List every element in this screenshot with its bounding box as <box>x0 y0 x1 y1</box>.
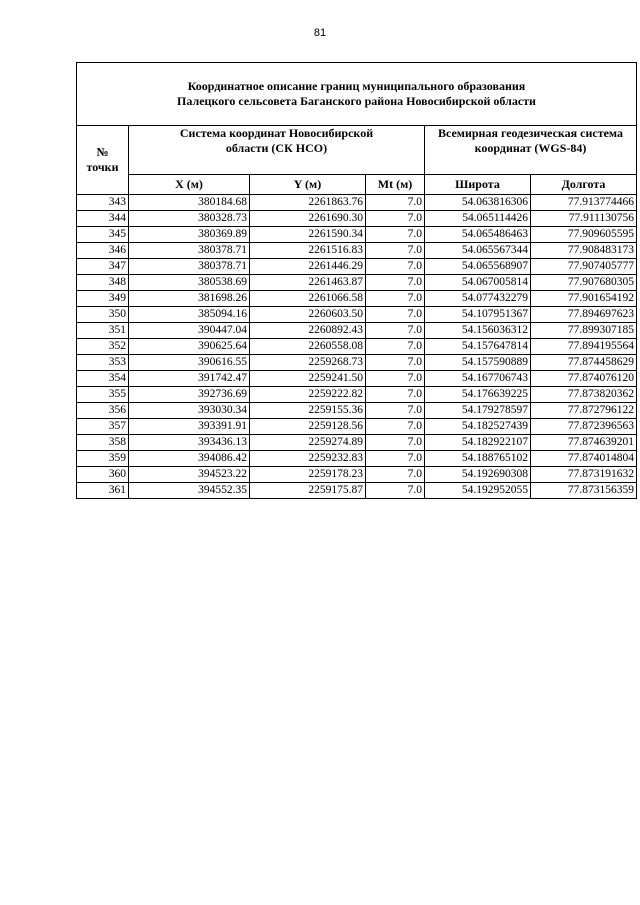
mt-cell: 7.0 <box>366 387 425 403</box>
longitude-cell: 77.913774466 <box>531 195 637 211</box>
table-row <box>77 371 637 387</box>
x-cell: 390616.55 <box>129 355 250 371</box>
x-cell: 380184.68 <box>129 195 250 211</box>
mt-cell: 7.0 <box>366 275 425 291</box>
table-row <box>77 195 637 211</box>
table-body <box>77 195 637 499</box>
latitude-cell: 54.188765102 <box>425 451 531 467</box>
y-cell: 2259178.23 <box>250 467 366 483</box>
point-number-cell: 349 <box>77 291 129 307</box>
x-cell: 394086.42 <box>129 451 250 467</box>
y-cell: 2259232.83 <box>250 451 366 467</box>
mt-cell: 7.0 <box>366 451 425 467</box>
y-column-header: Y (м) <box>250 175 366 195</box>
x-cell: 380369.89 <box>129 227 250 243</box>
point-number-cell: 352 <box>77 339 129 355</box>
point-number-cell: 355 <box>77 387 129 403</box>
y-cell: 2261066.58 <box>250 291 366 307</box>
table-row <box>77 243 637 259</box>
table-title-line2: Палецкого сельсовета Баганского района Новосибирской области <box>177 94 536 108</box>
latitude-cell: 54.192690308 <box>425 467 531 483</box>
longitude-cell: 77.872396563 <box>531 419 637 435</box>
table-row <box>77 403 637 419</box>
table-row <box>77 275 637 291</box>
mt-cell: 7.0 <box>366 339 425 355</box>
point-number-cell: 360 <box>77 467 129 483</box>
point-number-cell: 347 <box>77 259 129 275</box>
latitude-cell: 54.157647814 <box>425 339 531 355</box>
y-cell: 2261463.87 <box>250 275 366 291</box>
table-row <box>77 211 637 227</box>
table-title <box>77 63 637 126</box>
page-number: 81 <box>313 27 327 39</box>
x-cell: 381698.26 <box>129 291 250 307</box>
latitude-cell: 54.065568907 <box>425 259 531 275</box>
y-cell: 2259268.73 <box>250 355 366 371</box>
y-cell: 2259128.56 <box>250 419 366 435</box>
latitude-cell: 54.157590889 <box>425 355 531 371</box>
table-title-line1: Координатное описание границ муниципального образования <box>187 79 526 93</box>
latitude-cell: 54.065114426 <box>425 211 531 227</box>
table-row <box>77 387 637 403</box>
x-cell: 394523.22 <box>129 467 250 483</box>
latitude-cell: 54.182527439 <box>425 419 531 435</box>
longitude-column-header: Долгота <box>531 175 637 195</box>
mt-cell: 7.0 <box>366 403 425 419</box>
table-row <box>77 323 637 339</box>
y-cell: 2259155.36 <box>250 403 366 419</box>
mt-cell: 7.0 <box>366 227 425 243</box>
point-number-cell: 350 <box>77 307 129 323</box>
longitude-cell: 77.872796122 <box>531 403 637 419</box>
table-row <box>77 435 637 451</box>
longitude-cell: 77.874014804 <box>531 451 637 467</box>
latitude-cell: 54.156036312 <box>425 323 531 339</box>
mt-cell: 7.0 <box>366 355 425 371</box>
y-cell: 2261516.83 <box>250 243 366 259</box>
longitude-cell: 77.874639201 <box>531 435 637 451</box>
table-row <box>77 419 637 435</box>
mt-cell: 7.0 <box>366 291 425 307</box>
latitude-cell: 54.065567344 <box>425 243 531 259</box>
mt-cell: 7.0 <box>366 483 425 499</box>
y-cell: 2259175.87 <box>250 483 366 499</box>
point-number-cell: 348 <box>77 275 129 291</box>
latitude-cell: 54.067005814 <box>425 275 531 291</box>
latitude-cell: 54.065486463 <box>425 227 531 243</box>
local-system-line1: Система координат Новосибирской <box>179 126 374 140</box>
mt-cell: 7.0 <box>366 467 425 483</box>
point-number-cell: 345 <box>77 227 129 243</box>
latitude-cell: 54.107951367 <box>425 307 531 323</box>
wgs-system-line1: Всемирная геодезическая система <box>437 126 624 140</box>
point-number-cell: 356 <box>77 403 129 419</box>
point-number-label: точки <box>86 160 119 174</box>
latitude-column-header: Широта <box>425 175 531 195</box>
longitude-cell: 77.911130756 <box>531 211 637 227</box>
longitude-cell: 77.874458629 <box>531 355 637 371</box>
y-cell: 2260892.43 <box>250 323 366 339</box>
point-number-cell: 358 <box>77 435 129 451</box>
latitude-cell: 54.179278597 <box>425 403 531 419</box>
mt-cell: 7.0 <box>366 323 425 339</box>
mt-cell: 7.0 <box>366 211 425 227</box>
mt-cell: 7.0 <box>366 435 425 451</box>
point-number-cell: 351 <box>77 323 129 339</box>
mt-cell: 7.0 <box>366 419 425 435</box>
longitude-cell: 77.907405777 <box>531 259 637 275</box>
point-number-cell: 353 <box>77 355 129 371</box>
table-row <box>77 259 637 275</box>
table-row <box>77 227 637 243</box>
x-cell: 380378.71 <box>129 259 250 275</box>
wgs-system-line2: координат (WGS-84) <box>474 141 587 155</box>
x-cell: 385094.16 <box>129 307 250 323</box>
point-number-cell: 346 <box>77 243 129 259</box>
mt-cell: 7.0 <box>366 195 425 211</box>
y-cell: 2259274.89 <box>250 435 366 451</box>
y-cell: 2260558.08 <box>250 339 366 355</box>
x-cell: 393030.34 <box>129 403 250 419</box>
mt-cell: 7.0 <box>366 371 425 387</box>
local-system-header <box>129 126 425 175</box>
longitude-cell: 77.908483173 <box>531 243 637 259</box>
mt-column-header: Mt (м) <box>366 175 425 195</box>
x-column-header: X (м) <box>129 175 250 195</box>
y-cell: 2261690.30 <box>250 211 366 227</box>
latitude-cell: 54.192952055 <box>425 483 531 499</box>
x-cell: 393391.91 <box>129 419 250 435</box>
table-row <box>77 339 637 355</box>
point-number-header <box>77 126 129 195</box>
x-cell: 380538.69 <box>129 275 250 291</box>
y-cell: 2261446.29 <box>250 259 366 275</box>
latitude-cell: 54.077432279 <box>425 291 531 307</box>
x-cell: 390447.04 <box>129 323 250 339</box>
x-cell: 394552.35 <box>129 483 250 499</box>
point-number-cell: 359 <box>77 451 129 467</box>
y-cell: 2260603.50 <box>250 307 366 323</box>
longitude-cell: 77.909605595 <box>531 227 637 243</box>
longitude-cell: 77.899307185 <box>531 323 637 339</box>
local-system-line2: области (СК НСО) <box>225 141 328 155</box>
table-row <box>77 451 637 467</box>
latitude-cell: 54.182922107 <box>425 435 531 451</box>
mt-cell: 7.0 <box>366 243 425 259</box>
point-number-cell: 354 <box>77 371 129 387</box>
mt-cell: 7.0 <box>366 307 425 323</box>
coordinates-table <box>76 62 637 499</box>
y-cell: 2259241.50 <box>250 371 366 387</box>
y-cell: 2261863.76 <box>250 195 366 211</box>
longitude-cell: 77.894697623 <box>531 307 637 323</box>
x-cell: 393436.13 <box>129 435 250 451</box>
longitude-cell: 77.873191632 <box>531 467 637 483</box>
x-cell: 391742.47 <box>129 371 250 387</box>
longitude-cell: 77.873156359 <box>531 483 637 499</box>
table-row <box>77 291 637 307</box>
x-cell: 390625.64 <box>129 339 250 355</box>
x-cell: 380328.73 <box>129 211 250 227</box>
longitude-cell: 77.901654192 <box>531 291 637 307</box>
y-cell: 2261590.34 <box>250 227 366 243</box>
latitude-cell: 54.063816306 <box>425 195 531 211</box>
wgs-system-header <box>425 126 637 175</box>
point-number-cell: 343 <box>77 195 129 211</box>
point-number-symbol: № <box>96 145 109 159</box>
point-number-cell: 361 <box>77 483 129 499</box>
y-cell: 2259222.82 <box>250 387 366 403</box>
longitude-cell: 77.874076120 <box>531 371 637 387</box>
longitude-cell: 77.873820362 <box>531 387 637 403</box>
latitude-cell: 54.167706743 <box>425 371 531 387</box>
mt-cell: 7.0 <box>366 259 425 275</box>
table-row <box>77 307 637 323</box>
table-row <box>77 355 637 371</box>
table-row <box>77 483 637 499</box>
longitude-cell: 77.894195564 <box>531 339 637 355</box>
x-cell: 392736.69 <box>129 387 250 403</box>
x-cell: 380378.71 <box>129 243 250 259</box>
longitude-cell: 77.907680305 <box>531 275 637 291</box>
point-number-cell: 357 <box>77 419 129 435</box>
table-row <box>77 467 637 483</box>
latitude-cell: 54.176639225 <box>425 387 531 403</box>
point-number-cell: 344 <box>77 211 129 227</box>
